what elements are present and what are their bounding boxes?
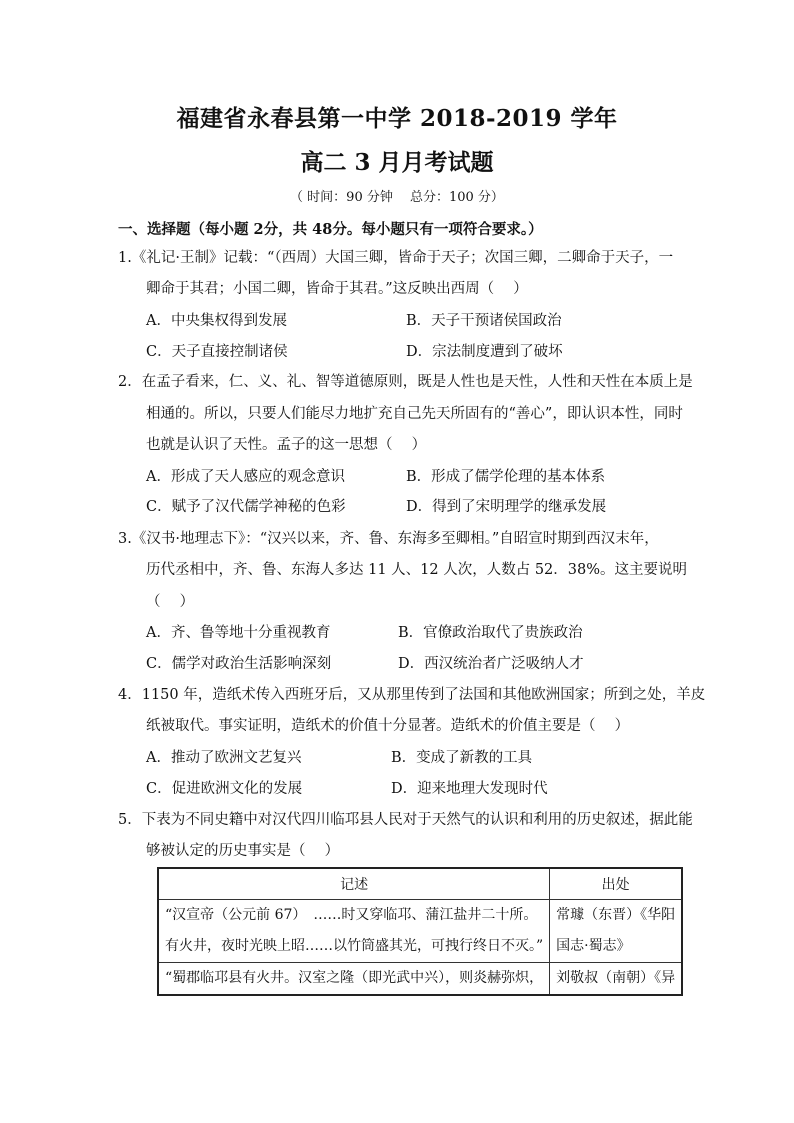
section-title: 一、选择题（每小题 2分，共 48分。每小题只有一项符合要求。） <box>118 221 543 238</box>
source-table <box>157 867 683 996</box>
question-2-option-a: A．形成了天人感应的观念意识 <box>146 469 345 485</box>
question-3-line-2: 历代丞相中，齐、鲁、东海人多达 11 人、12 人次，人数占 52．38%。这主要说明 <box>146 562 688 578</box>
table-cell-source <box>550 900 683 963</box>
exam-meta: （ 时间：90 分钟 总分：100 分） <box>290 190 504 205</box>
table-cell-record <box>158 900 550 963</box>
question-1-option-c: C．天子直接控制诸侯 <box>146 344 288 360</box>
table-row <box>158 963 682 996</box>
exam-title-line1: 福建省永春县第一中学 2018-2019 学年 <box>176 105 618 132</box>
record-line: “汉宣帝（公元前 67） ……时又穿临邛、蒲江盐井二十所。 <box>165 907 538 923</box>
exam-title-line2: 高二 3 月月考试题 <box>300 149 494 176</box>
table-header-record: 记述 <box>158 868 550 900</box>
question-2-line-3: 也就是认识了天性。孟子的这一思想（ ） <box>146 437 427 453</box>
question-4-option-c: C．促进欧洲文化的发展 <box>146 781 303 797</box>
question-3-line-3: （ ） <box>146 594 195 610</box>
question-5-line-1: 5．下表为不同史籍中对汉代四川临邛县人民对于天然气的认识和利用的历史叙述，据此能 <box>118 812 693 828</box>
source-line: 刘敬叔（南朝）《异 <box>556 970 676 986</box>
question-4-option-d: D．迎来地理大发现时代 <box>391 781 548 797</box>
table-cell-record <box>158 963 550 996</box>
table-row <box>158 900 682 963</box>
question-1-line-2: 卿命于其君；小国二卿，皆命于其君。”这反映出西周（ ） <box>146 281 528 297</box>
question-2-line-1: 2．在孟子看来，仁、义、礼、智等道德原则，既是人性也是天性，人性和天性在本质上是 <box>118 374 693 390</box>
question-4-option-b: B．变成了新教的工具 <box>391 750 533 766</box>
question-4-line-1: 4．1150 年，造纸术传入西班牙后，又从那里传到了法国和其他欧洲国家；所到之处，羊皮 <box>118 687 706 703</box>
source-line: 国志·蜀志》 <box>556 938 631 954</box>
question-2-option-b: B．形成了儒学伦理的基本体系 <box>406 469 606 485</box>
question-1-option-a: A．中央集权得到发展 <box>146 313 287 329</box>
question-1-option-b: B．天子干预诸侯国政治 <box>406 313 562 329</box>
source-line: 常璩（东晋）《华阳 <box>556 907 676 923</box>
record-line: 有火井，夜时光映上昭……以竹筒盛其光，可拽行终日不灭。” <box>165 938 544 954</box>
record-line: “蜀郡临邛县有火井。汉室之隆（即光武中兴），则炎赫弥炽， <box>165 970 544 986</box>
question-2-line-2: 相通的。所以，只要人们能尽力地扩充自己先天所固有的“善心”，即认识本性，同时 <box>146 406 683 422</box>
question-2-option-c: C．赋予了汉代儒学神秘的色彩 <box>146 499 346 515</box>
table-header-source: 出处 <box>550 868 683 900</box>
question-5-line-2: 够被认定的历史事实是（ ） <box>146 843 340 859</box>
question-4-option-a: A．推动了欧洲文艺复兴 <box>146 750 302 766</box>
question-3-option-c: C．儒学对政治生活影响深刻 <box>146 656 332 672</box>
question-3-option-d: D．西汉统治者广泛吸纳人才 <box>398 656 584 672</box>
table-cell-source <box>550 963 683 996</box>
question-4-line-2: 纸被取代。事实证明，造纸术的价值十分显著。造纸术的价值主要是（ ） <box>146 718 630 734</box>
question-3-option-a: A．齐、鲁等地十分重视教育 <box>146 625 331 641</box>
question-1-option-d: D．宗法制度遭到了破坏 <box>406 344 563 360</box>
table-header-row <box>158 868 682 900</box>
question-2-option-d: D．得到了宋明理学的继承发展 <box>406 499 607 515</box>
question-3-line-1: 3.《汉书·地理志下》：“汉兴以来，齐、鲁、东海多至卿相。”自昭宣时期到西汉末年， <box>118 531 659 547</box>
question-3-option-b: B．官僚政治取代了贵族政治 <box>398 625 583 641</box>
question-1-line-1: 1.《礼记·王制》记载：“（西周）大国三卿，皆命于天子；次国三卿，二卿命于天子，一 <box>118 250 674 266</box>
